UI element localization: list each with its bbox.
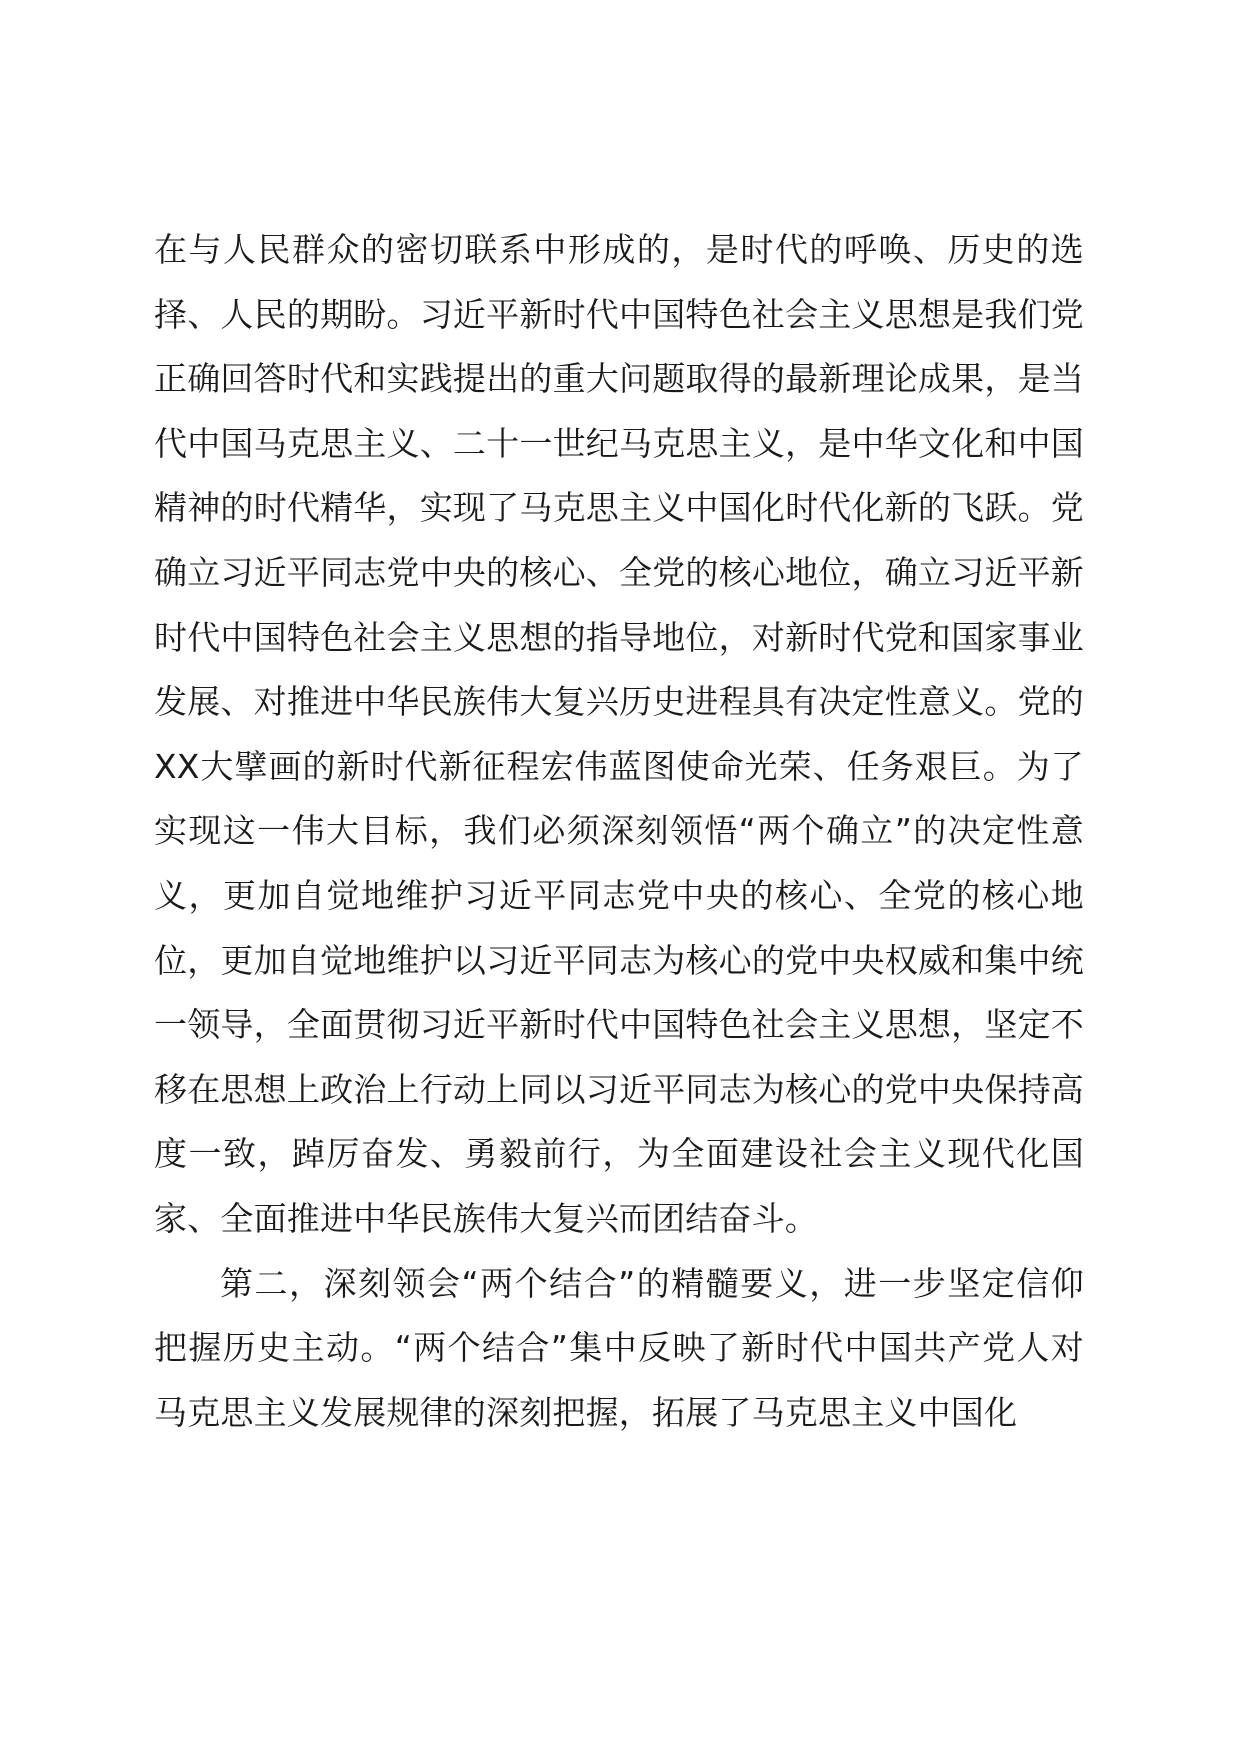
paragraph-continued: 在与人民群众的密切联系中形成的，是时代的呼唤、历史的选择、人民的期盼。习近平新时代中国特色社会主义思想是我们党正确回答时代和实践提出的重大问题取得的最新理论成果，是当代中国马克思主义、二十一世纪马克思主义，是中华文化和中国精神的时代精华，实现了马克思主义中国化时代化新的飞跃。党确立习近平同志党中央的核心、全党的核心地位，确立习近平新时代中国特色社会主义思想的指导地位，对新时代党和国家事业发展、对推进中华民族伟大复兴历史进程具有决定性意义。党的XX大擘画的新时代新征程宏伟蓝图使命光荣、任务艰巨。为了实现这一伟大目标，我们必须深刻领悟“两个确立”的决定性意义，更加自觉地维护习近平同志党中央的核心、全党的核心地位，更加自觉地维护以习近平同志为核心的党中央权威和集中统一领导，全面贯彻习近平新时代中国特色社会主义思想，坚定不移在思想上政治上行动上同以习近平同志为核心的党中央保持高度一致，踔厉奋发、勇毅前行，为全面建设社会主义现代化国家、全面推进中华民族伟大复兴而团结奋斗。 <box>154 230 1084 1238</box>
paragraph-second-point: 第二，深刻领会“两个结合”的精髓要义，进一步坚定信仰把握历史主动。“两个结合”集中反映了新时代中国共产党人对马克思主义发展规律的深刻把握，拓展了马克思主义中国化 <box>154 1263 1084 1432</box>
document-body <box>154 218 1084 1445</box>
